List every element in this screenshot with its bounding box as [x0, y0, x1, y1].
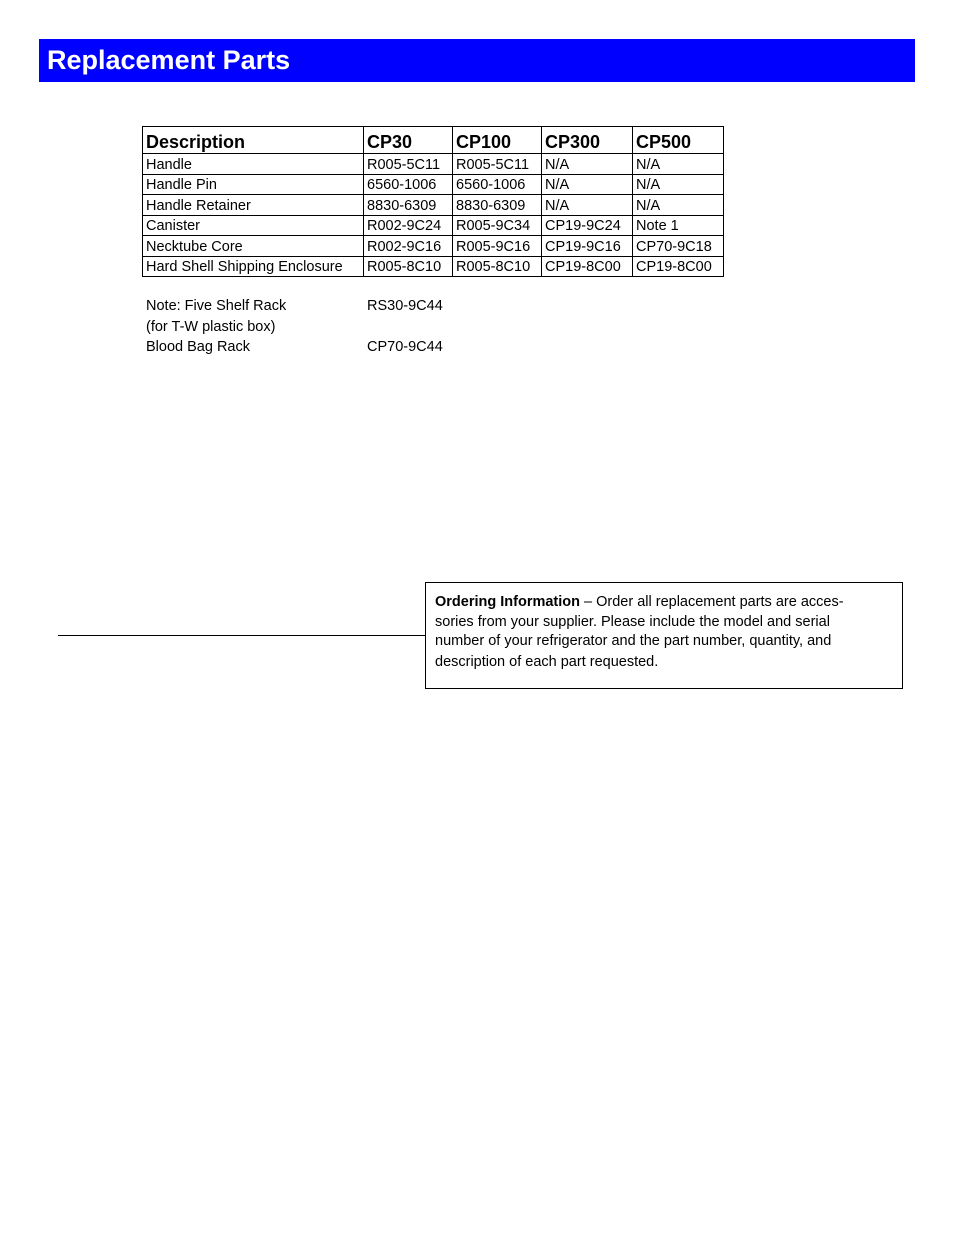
table-cell: 6560-1006 — [453, 174, 542, 195]
table-cell: R002-9C24 — [364, 215, 453, 236]
table-cell: R005-5C11 — [364, 154, 453, 175]
note-five-shelf-rack-label: Note: Five Shelf Rack — [146, 298, 287, 314]
table-row — [143, 236, 724, 257]
column-header-cp300: CP300 — [542, 127, 633, 154]
column-header-cp100: CP100 — [453, 127, 542, 154]
table-cell: R005-8C10 — [453, 256, 542, 277]
table-cell: CP19-9C16 — [542, 236, 633, 257]
ordering-line-2: sories from your supplier. Please include the model and serial — [435, 613, 830, 630]
table-cell: Hard Shell Shipping Enclosure — [143, 256, 364, 277]
column-header-cp500: CP500 — [633, 127, 724, 154]
ordering-heading: Ordering Information — [435, 594, 580, 610]
table-cell: Handle Retainer — [143, 195, 364, 216]
table-row — [143, 215, 724, 236]
table-cell: N/A — [633, 154, 724, 175]
table-cell: 8830-6309 — [364, 195, 453, 216]
table-cell: R002-9C16 — [364, 236, 453, 257]
table-cell: Note 1 — [633, 215, 724, 236]
table-cell: 8830-6309 — [453, 195, 542, 216]
table-cell: R005-9C16 — [453, 236, 542, 257]
table-cell: N/A — [633, 174, 724, 195]
table-cell: Handle — [143, 154, 364, 175]
ordering-line-4: description of each part requested. — [435, 653, 659, 670]
table-cell: N/A — [542, 195, 633, 216]
replacement-parts-table — [142, 126, 724, 277]
ordering-information-box — [425, 582, 903, 689]
table-cell: CP19-9C24 — [542, 215, 633, 236]
page-title: Replacement Parts — [47, 45, 291, 75]
table-cell: CP19-8C00 — [633, 256, 724, 277]
table-row — [143, 195, 724, 216]
column-header-description: Description — [143, 127, 364, 154]
note-five-shelf-rack-part: RS30-9C44 — [367, 298, 443, 314]
table-row — [143, 256, 724, 277]
table-cell: N/A — [542, 154, 633, 175]
table-cell: 6560-1006 — [364, 174, 453, 195]
table-row — [143, 174, 724, 195]
table-cell: R005-8C10 — [364, 256, 453, 277]
table-cell: CP19-8C00 — [542, 256, 633, 277]
table-row — [143, 154, 724, 175]
column-header-cp30: CP30 — [364, 127, 453, 154]
ordering-line-1 — [435, 593, 892, 613]
table-cell: Handle Pin — [143, 174, 364, 195]
page-header-bar — [39, 39, 915, 82]
note-blood-bag-rack-label: Blood Bag Rack — [146, 339, 250, 355]
ordering-line-3: number of your refrigerator and the part number, quantity, and — [435, 633, 832, 649]
table-cell: N/A — [542, 174, 633, 195]
note-five-shelf-rack-subtext: (for T-W plastic box) — [146, 319, 276, 335]
table-cell: Necktube Core — [143, 236, 364, 257]
horizontal-divider — [58, 635, 426, 636]
note-blood-bag-rack-part: CP70-9C44 — [367, 339, 443, 355]
table-header-row — [143, 127, 724, 154]
table-cell: CP70-9C18 — [633, 236, 724, 257]
ordering-text: – Order all replacement parts are acces- — [580, 594, 844, 610]
table-cell: N/A — [633, 195, 724, 216]
table-cell: R005-9C34 — [453, 215, 542, 236]
table-cell: R005-5C11 — [453, 154, 542, 175]
table-cell: Canister — [143, 215, 364, 236]
